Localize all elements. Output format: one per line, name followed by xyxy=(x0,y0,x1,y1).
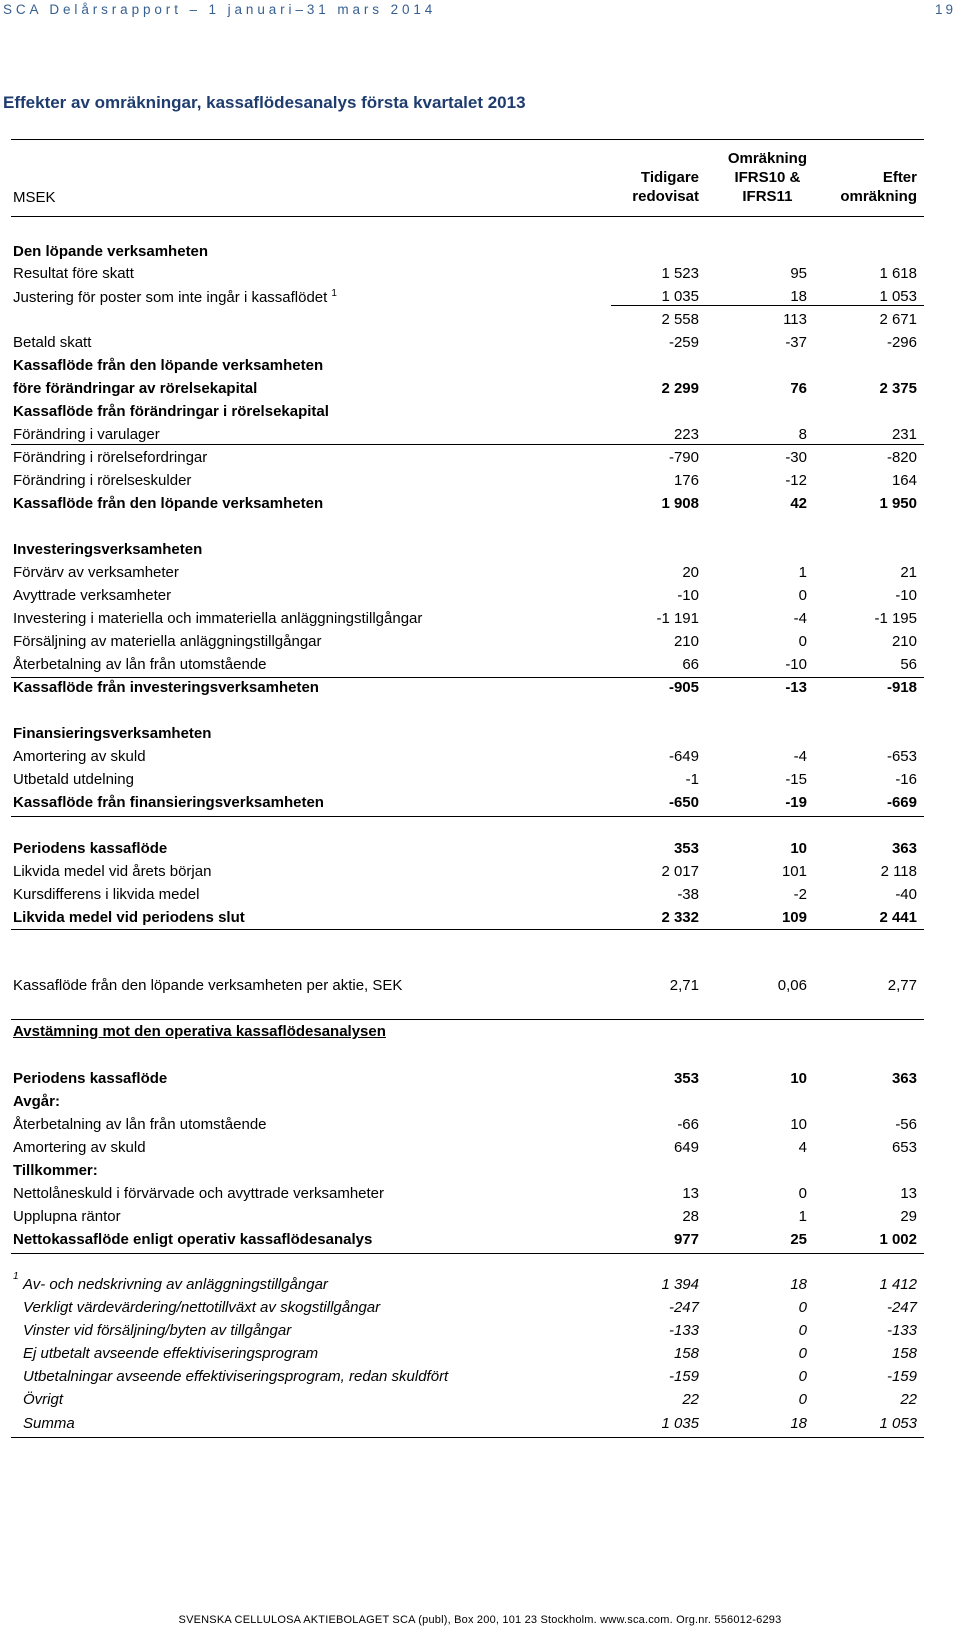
table-row xyxy=(11,1070,924,1092)
row-value-v2: -30 xyxy=(785,449,807,466)
page-title: Effekter av omräkningar, kassaflödesanalys första kvartalet 2013 xyxy=(3,93,526,112)
col-header-line: IFRS10 & xyxy=(734,169,801,186)
row-value-v2: 95 xyxy=(790,265,807,282)
row-value-v1: 28 xyxy=(682,1208,699,1225)
row-label: Kassaflöde från finansieringsverksamheten xyxy=(13,794,324,811)
row-value-v3: -16 xyxy=(895,771,917,788)
row-label: Amortering av skuld xyxy=(13,1139,146,1156)
col-header-line: omräkning xyxy=(840,188,917,205)
table-row xyxy=(11,656,924,678)
row-value-v1: 66 xyxy=(682,656,699,673)
row-value-v3: 1 002 xyxy=(879,1231,917,1248)
footnote-value-v3: 1 412 xyxy=(879,1276,917,1293)
row-label: Försäljning av materiella anläggningstillgångar xyxy=(13,633,322,650)
row-value-v1: -905 xyxy=(668,679,699,696)
footnote-value-v1: 158 xyxy=(673,1345,699,1362)
row-value-v3: -10 xyxy=(895,587,917,604)
footnote-value-v3: -247 xyxy=(886,1299,917,1316)
table-row xyxy=(11,1116,924,1138)
row-label: Likvida medel vid periodens slut xyxy=(13,909,245,926)
row-label: före förändringar av rörelsekapital xyxy=(13,380,258,397)
row-value-v1: 1 523 xyxy=(661,265,699,282)
row-label: Amortering av skuld xyxy=(13,748,146,765)
footnote-value-v3: 1 053 xyxy=(879,1415,917,1432)
row-value-v2: -10 xyxy=(785,656,807,673)
row-value-v1: -66 xyxy=(677,1116,699,1133)
row-value-v1: 223 xyxy=(673,426,699,443)
row-value-v3: 363 xyxy=(891,1070,917,1087)
row-label: Kassaflöde från den löpande verksamheten xyxy=(13,357,324,374)
col-header-line: IFRS11 xyxy=(742,188,793,205)
footnote-row xyxy=(11,1368,924,1390)
separator-rule xyxy=(11,677,924,678)
row-label: Förändring i rörelseskulder xyxy=(13,472,192,489)
row-value-v3: -40 xyxy=(895,886,917,903)
footnote-value-v1: -133 xyxy=(668,1322,699,1339)
row-value-v3: 653 xyxy=(891,1139,917,1156)
row-value-v2: 10 xyxy=(790,1116,807,1133)
table-row xyxy=(11,886,924,908)
separator-rule xyxy=(11,1437,924,1438)
row-label: Återbetalning av lån från utomstående xyxy=(13,656,267,673)
separator-rule xyxy=(11,929,924,930)
row-label: Betald skatt xyxy=(13,334,92,351)
row-value-v2: -2 xyxy=(793,886,807,903)
row-value-v2: 25 xyxy=(790,1231,807,1248)
footnote-value-v3: -159 xyxy=(886,1368,917,1385)
row-value-v3: 2,77 xyxy=(887,977,917,994)
table-row xyxy=(11,725,924,747)
table-row xyxy=(11,334,924,356)
footnote-row xyxy=(11,1415,924,1437)
footnote-value-v2: 0 xyxy=(798,1299,807,1316)
footnote-label: Summa xyxy=(23,1415,75,1432)
footnote-row xyxy=(11,1299,924,1321)
table-row xyxy=(11,1093,924,1115)
row-label: Utbetald utdelning xyxy=(13,771,134,788)
row-value-v1: -650 xyxy=(668,794,699,811)
row-value-v3: 29 xyxy=(900,1208,917,1225)
row-value-v3: 2 441 xyxy=(879,909,917,926)
row-value-v2: 0 xyxy=(798,1185,807,1202)
row-value-v1: 2 017 xyxy=(661,863,699,880)
row-value-v1: 1 035 xyxy=(661,288,699,305)
footnote-label: Ej utbetalt avseende effektiviseringsprogram xyxy=(23,1345,319,1362)
row-value-v2: 1 xyxy=(798,564,807,581)
row-value-v3: 56 xyxy=(900,656,917,673)
footnote-value-v1: 22 xyxy=(682,1391,699,1408)
col-header-line: Efter xyxy=(882,169,917,186)
table-row xyxy=(11,495,924,517)
col-header-restatement xyxy=(728,149,807,206)
row-value-v2: 8 xyxy=(798,426,807,443)
row-label: Kassaflöde från investeringsverksamheten xyxy=(13,679,319,696)
row-value-v2: 0 xyxy=(798,587,807,604)
row-value-v3: -653 xyxy=(886,748,917,765)
page-number: 19 xyxy=(934,2,956,17)
row-value-v3: 2 118 xyxy=(880,863,917,880)
row-label: Kassaflöde från förändringar i rörelsekapital xyxy=(13,403,329,420)
row-value-v1: -259 xyxy=(668,334,699,351)
row-label: Kursdifferens i likvida medel xyxy=(13,886,200,903)
row-value-v1: 353 xyxy=(673,1070,699,1087)
row-value-v2: 10 xyxy=(790,1070,807,1087)
row-label: Periodens kassaflöde xyxy=(13,840,168,857)
footnote-row xyxy=(11,1391,924,1413)
row-value-v2: 42 xyxy=(790,495,807,512)
table-row xyxy=(11,311,924,333)
col-header-line: Omräkning xyxy=(727,150,807,167)
footnote-row xyxy=(11,1322,924,1344)
table-row xyxy=(11,679,924,701)
row-value-v1: 2,71 xyxy=(669,977,699,994)
row-value-v3: 1 950 xyxy=(879,495,917,512)
footnote-value-v2: 0 xyxy=(798,1391,807,1408)
row-value-v3: 1 053 xyxy=(879,288,917,305)
col-header-line: redovisat xyxy=(632,188,699,205)
row-value-v1: 13 xyxy=(682,1185,699,1202)
row-value-v2: 113 xyxy=(783,311,807,328)
row-value-v1: 2 299 xyxy=(661,380,699,397)
row-value-v2: -4 xyxy=(793,748,807,765)
col-header-restated xyxy=(840,168,917,206)
footnote-value-v2: 0 xyxy=(798,1322,807,1339)
row-value-v1: 2 332 xyxy=(661,909,699,926)
row-value-v3: 164 xyxy=(891,472,917,489)
row-value-v1: 353 xyxy=(673,840,699,857)
row-value-v3: 363 xyxy=(891,840,917,857)
row-value-v3: -1 195 xyxy=(874,610,917,627)
row-value-v3: 231 xyxy=(891,426,917,443)
row-label: Investeringsverksamheten xyxy=(13,541,203,558)
row-label: Återbetalning av lån från utomstående xyxy=(13,1116,267,1133)
table-row xyxy=(11,472,924,494)
row-label: Upplupna räntor xyxy=(13,1208,121,1225)
row-value-v1: -790 xyxy=(668,449,699,466)
row-value-v1: -10 xyxy=(677,587,699,604)
table-row xyxy=(11,288,924,310)
table-header xyxy=(11,139,924,217)
table-row xyxy=(11,243,924,265)
row-value-v2: 0 xyxy=(798,633,807,650)
row-value-v2: 101 xyxy=(781,863,807,880)
row-value-v3: 2 375 xyxy=(879,380,917,397)
row-label: Avyttrade verksamheter xyxy=(13,587,172,604)
row-value-v2: -15 xyxy=(785,771,807,788)
row-value-v1: 977 xyxy=(673,1231,699,1248)
footnote-value-v2: 18 xyxy=(790,1276,807,1293)
table-row xyxy=(11,587,924,609)
separator-rule xyxy=(11,444,924,445)
table-row xyxy=(11,380,924,402)
row-value-v3: 2 671 xyxy=(879,311,917,328)
table-row xyxy=(11,1162,924,1184)
table-row xyxy=(11,1139,924,1161)
footnote-marker: 1 xyxy=(13,1271,19,1282)
row-value-v1: 20 xyxy=(682,564,699,581)
table-row xyxy=(11,977,924,999)
row-value-v2: 1 xyxy=(798,1208,807,1225)
row-label: Finansieringsverksamheten xyxy=(13,725,212,742)
row-label: Tillkommer: xyxy=(13,1162,98,1179)
table-row xyxy=(11,771,924,793)
row-label: Nettolåneskuld i förvärvade och avyttrade verksamheter xyxy=(13,1185,385,1202)
row-value-v2: 18 xyxy=(790,288,807,305)
table-row xyxy=(11,909,924,931)
row-label: Investering i materiella och immateriella anläggningstillgångar xyxy=(13,610,423,627)
separator-rule xyxy=(611,305,924,306)
footnote-value-v1: 1 035 xyxy=(661,1415,699,1432)
page-footer: SVENSKA CELLULOSA AKTIEBOLAGET SCA (publ), Box 200, 101 23 Stockholm. www.sca.com. Org.nr. 556012-6293 xyxy=(178,1614,782,1626)
table-row xyxy=(11,541,924,563)
table-row xyxy=(11,564,924,586)
row-value-v1: 649 xyxy=(673,1139,699,1156)
row-value-v3: -56 xyxy=(895,1116,917,1133)
footnote-row xyxy=(11,1345,924,1367)
row-value-v2: -13 xyxy=(785,679,807,696)
row-label: Kassaflöde från den löpande verksamheten per aktie, SEK xyxy=(13,977,403,994)
row-value-v1: 210 xyxy=(673,633,699,650)
col-header-line: Tidigare xyxy=(640,169,699,186)
table-row xyxy=(11,265,924,287)
row-value-v3: -918 xyxy=(886,679,917,696)
footnote-value-v1: 1 394 xyxy=(661,1276,699,1293)
footnote-row xyxy=(11,1276,924,1298)
row-value-v2: 4 xyxy=(798,1139,807,1156)
footnote-value-v2: 0 xyxy=(798,1345,807,1362)
table-row xyxy=(11,840,924,862)
footnote-label: Utbetalningar avseende effektiviseringsprogram, redan skuldfört xyxy=(23,1368,449,1385)
footnote-value-v3: 158 xyxy=(891,1345,917,1362)
table-row xyxy=(11,403,924,425)
footnote-label: Verkligt värdevärdering/nettotillväxt av skogstillgångar xyxy=(23,1299,381,1316)
table-row xyxy=(11,1023,924,1045)
footnote-label: Av- och nedskrivning av anläggningstillgångar xyxy=(23,1276,328,1293)
row-value-v2: -19 xyxy=(785,794,807,811)
table-row xyxy=(11,610,924,632)
row-value-v3: -669 xyxy=(886,794,917,811)
row-value-v3: 21 xyxy=(900,564,917,581)
row-label: Justering för poster som inte ingår i kassaflödet $^1$ xyxy=(13,288,337,306)
row-label: Förändring i varulager xyxy=(13,426,160,443)
row-value-v2: -37 xyxy=(785,334,807,351)
row-value-v3: -296 xyxy=(886,334,917,351)
table-row xyxy=(11,794,924,816)
page-header xyxy=(0,0,960,22)
footnote-value-v2: 18 xyxy=(790,1415,807,1432)
row-value-v3: 210 xyxy=(891,633,917,650)
row-value-v2: 10 xyxy=(790,840,807,857)
row-value-v1: -38 xyxy=(677,886,699,903)
row-value-v1: -1 xyxy=(685,771,699,788)
row-label: Förändring i rörelsefordringar xyxy=(13,449,208,466)
table-row xyxy=(11,1231,924,1253)
table-row xyxy=(11,633,924,655)
table-row xyxy=(11,1208,924,1230)
footnote-value-v1: -159 xyxy=(668,1368,699,1385)
table-row xyxy=(11,863,924,885)
row-value-v1: 176 xyxy=(673,472,699,489)
row-value-v1: 1 908 xyxy=(661,495,699,512)
separator-rule xyxy=(11,1019,924,1020)
footnote-value-v3: -133 xyxy=(886,1322,917,1339)
table-row xyxy=(11,1185,924,1207)
table-row xyxy=(11,449,924,471)
row-value-v2: -4 xyxy=(793,610,807,627)
row-label: Nettokassaflöde enligt operativ kassaflödesanalys xyxy=(13,1231,373,1248)
row-value-v1: -649 xyxy=(668,748,699,765)
footnote-value-v2: 0 xyxy=(798,1368,807,1385)
footnote-label: Övrigt xyxy=(23,1391,64,1408)
row-value-v2: 0,06 xyxy=(777,977,807,994)
table-row xyxy=(11,748,924,770)
row-value-v1: 2 558 xyxy=(661,311,699,328)
row-value-v2: 76 xyxy=(790,380,807,397)
row-value-v3: 1 618 xyxy=(879,265,917,282)
row-label: Likvida medel vid årets början xyxy=(13,863,212,880)
row-label: Den löpande verksamheten xyxy=(13,243,209,260)
row-label: Resultat före skatt xyxy=(13,265,134,282)
footnote-label: Vinster vid försäljning/byten av tillgångar xyxy=(23,1322,292,1339)
separator-rule xyxy=(11,1253,924,1254)
row-label: Periodens kassaflöde xyxy=(13,1070,168,1087)
row-value-v2: 109 xyxy=(781,909,807,926)
unit-label: MSEK xyxy=(13,189,56,206)
row-value-v3: -820 xyxy=(886,449,917,466)
separator-rule xyxy=(11,816,924,817)
row-label: Avgår: xyxy=(13,1093,60,1110)
footnote-value-v3: 22 xyxy=(900,1391,917,1408)
footnote-value-v1: -247 xyxy=(668,1299,699,1316)
table-row xyxy=(11,357,924,379)
row-label: Avstämning mot den operativa kassaflödesanalysen xyxy=(13,1023,386,1040)
col-header-previous xyxy=(632,168,699,206)
row-label: Kassaflöde från den löpande verksamheten xyxy=(13,495,324,512)
row-value-v1: -1 191 xyxy=(656,610,699,627)
row-value-v2: -12 xyxy=(785,472,807,489)
report-title-header: SCA Delårsrapport – 1 januari–31 mars 2014 xyxy=(3,2,437,17)
footnote-marker: 1 xyxy=(331,288,337,299)
row-value-v3: 13 xyxy=(900,1185,917,1202)
row-label: Förvärv av verksamheter xyxy=(13,564,179,581)
